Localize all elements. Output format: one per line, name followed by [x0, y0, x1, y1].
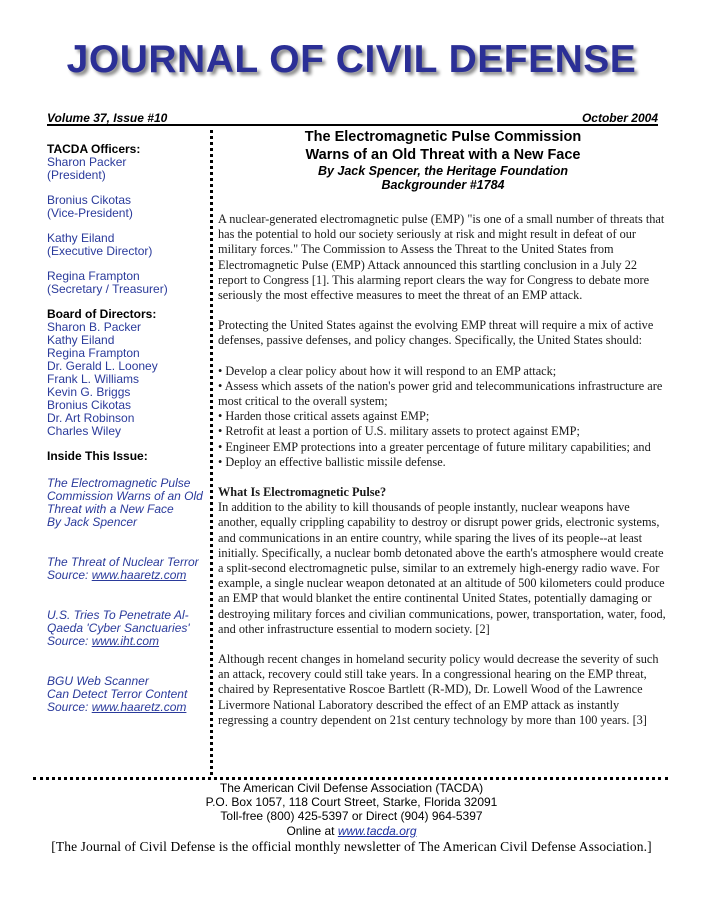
source-label: Source: [47, 634, 92, 648]
article-subheading: What Is Electromagnetic Pulse? [218, 485, 387, 500]
article-title-line-1: The Electromagnetic Pulse Commission [304, 129, 582, 145]
source-label: Source: [47, 568, 92, 582]
article-title-line-2: Warns of an Old Threat with a New Face [305, 147, 581, 163]
inside-item-cyber-sanctuaries[interactable] [47, 609, 207, 648]
inside-item-nuclear-terror[interactable] [47, 556, 207, 582]
article-paragraph: Protecting the United States against the evolving EMP threat will require a mix of active defenses, passive defenses, and policy changes. Specifically, the United States should: [218, 318, 654, 348]
inside-item-emp[interactable] [47, 477, 207, 529]
officer-name: Bronius Cikotas [47, 193, 132, 207]
article-body [218, 212, 668, 728]
footer-online [0, 824, 703, 838]
footer-phone: Toll-free (800) 425-5397 or Direct (904) 964-5397 [220, 809, 483, 824]
inside-item-line: The Electromagnetic Pulse [47, 476, 191, 490]
officer-name: Regina Frampton [47, 269, 140, 283]
footer-divider [33, 777, 668, 780]
officer-entry [47, 156, 207, 182]
inside-item-line: Commission Warns of an Old [47, 489, 203, 503]
footer-address: P.O. Box 1057, 118 Court Street, Starke, Florida 32091 [205, 795, 498, 810]
officer-role: (Secretary / Treasurer) [47, 282, 168, 296]
list-item: • Deploy an effective ballistic missile defense. [218, 454, 446, 469]
sidebar [47, 143, 207, 741]
recommendation-list [218, 364, 668, 470]
list-item: • Develop a clear policy about how it will respond to an EMP attack; [218, 363, 557, 378]
footer-tagline: [The Journal of Civil Defense is the official monthly newsletter of The American Civil Defense Association.] [51, 838, 652, 854]
board-member: Bronius Cikotas [47, 398, 132, 412]
inside-item-line: Threat with a New Face [47, 502, 174, 516]
footer-online-label: Online at [286, 823, 338, 838]
officer-entry [47, 232, 207, 258]
source-link[interactable]: www.iht.com [91, 634, 160, 648]
board-member: Frank L. Williams [47, 372, 140, 386]
board-member: Sharon B. Packer [47, 320, 142, 334]
board-member: Regina Frampton [47, 346, 140, 360]
board-member: Kathy Eiland [47, 333, 115, 347]
article-backgrounder: Backgrounder #1784 [381, 178, 505, 192]
officer-entry [47, 194, 207, 220]
article-paragraph: Although recent changes in homeland security policy would decrease the severity of such an attack, recovery could still take years. In a congressional hearing on the EMP threat, chaired by Representative Roscoe Bartlett (R-MD), Dr. Lowell Wood of the Lawrence Livermore National Laboratory described the effect of an EMP attack as instantly regressing a country dependent on 21st century technology by more than 100 years. [3] [218, 652, 659, 727]
board-heading: Board of Directors: [47, 307, 157, 321]
inside-heading: Inside This Issue: [47, 449, 148, 463]
inside-item-line: Qaeda 'Cyber Sanctuaries' [47, 621, 190, 635]
inside-item-line: Can Detect Terror Content [47, 687, 188, 701]
issue-volume: Volume 37, Issue #10 [47, 111, 168, 125]
officer-name: Sharon Packer [47, 155, 127, 169]
officer-role: (Vice-President) [47, 206, 133, 220]
board-list [47, 308, 207, 438]
website-link[interactable]: www.tacda.org [337, 823, 417, 838]
officer-name: Kathy Eiland [47, 231, 115, 245]
list-item: • Assess which assets of the nation's power grid and telecommunications infrastructure are most critical to the overall system; [218, 378, 663, 409]
list-item: • Engineer EMP protections into a greater percentage of future military capabilities; and [218, 439, 651, 454]
column-divider [210, 130, 214, 775]
article-paragraph: A nuclear-generated electromagnetic pulse (EMP) "is one of a small number of threats that has the potential to hold our society seriously at risk and might result in defeat of our military forces." The Commission to Assess the Threat to the United States from Electromagnetic Pulse (EMP) Attack announced this startling conclusion in a July 22 report to Congress [1]. This alarming report clears the way for Congress to debate more seriously the most effective measures to meet the threat of an EMP attack. [218, 212, 665, 303]
footer-org: The American Civil Defense Association (TACDA) [219, 781, 484, 795]
board-member: Charles Wiley [47, 424, 122, 438]
board-member: Kevin G. Briggs [47, 385, 131, 399]
officer-entry [47, 270, 207, 296]
issue-bar [47, 109, 658, 126]
inside-item-bgu-scanner[interactable] [47, 675, 207, 714]
article-byline: By Jack Spencer, the Heritage Foundation [317, 164, 569, 178]
footer [0, 781, 703, 854]
inside-item-line: BGU Web Scanner [47, 674, 149, 688]
article-paragraph: In addition to the ability to kill thousands of people instantly, nuclear weapons have another, equally crippling capability to destroy or disrupt power grids, electronic systems, and communications in an entire country, while sparing the lives of its people--at least initially. Specifically, a nuclear bomb detonated above the earth's atmosphere would create a split-second electromagnetic pulse, similar to an extremely high-energy radio wave. For example, a single nuclear weapon detonated at an altitude of 500 kilometers could produce an EMP that would blanket the entire continental United States, potentially damaging or destroying military forces and civilian communications, power, transportation, water, food, and other infrastructure essential to modern society. [2] [218, 500, 666, 636]
list-item: • Harden those critical assets against EMP; [218, 409, 430, 424]
board-member: Dr. Art Robinson [47, 411, 135, 425]
issue-date: October 2004 [581, 111, 658, 125]
source-link[interactable]: www.haaretz.com [91, 568, 187, 582]
officer-role: (Executive Director) [47, 244, 153, 258]
officers-heading: TACDA Officers: [47, 142, 141, 156]
officer-role: (President) [47, 168, 106, 182]
masthead-title: JOURNAL OF CIVIL DEFENSE [66, 38, 637, 81]
list-item: • Retrofit at least a portion of U.S. military assets to protect against EMP; [218, 424, 580, 439]
inside-item-line: The Threat of Nuclear Terror [47, 555, 199, 569]
source-label: Source: [47, 700, 92, 714]
main-article [218, 128, 668, 743]
inside-item-line: U.S. Tries To Penetrate Al- [47, 608, 189, 622]
source-link[interactable]: www.haaretz.com [91, 700, 187, 714]
inside-item-line: By Jack Spencer [47, 515, 138, 529]
board-member: Dr. Gerald L. Looney [47, 359, 158, 373]
